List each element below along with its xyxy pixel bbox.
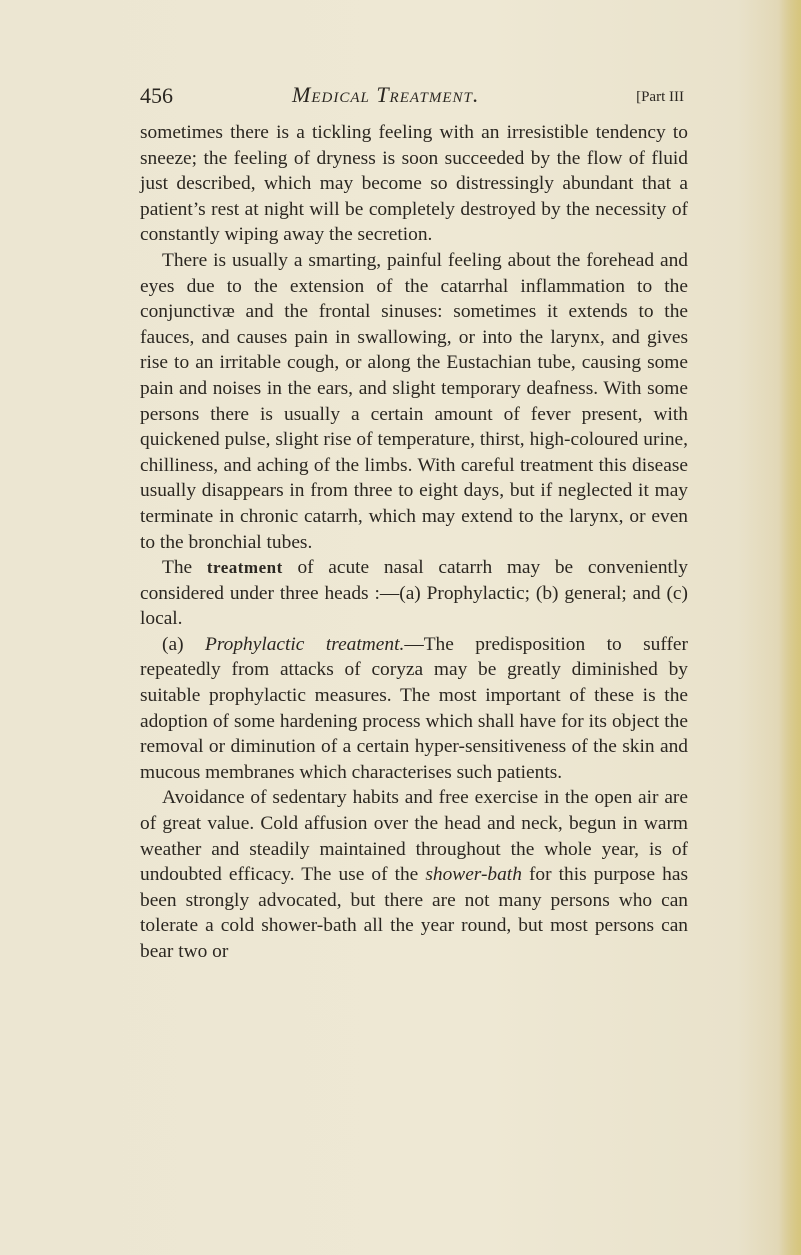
avoidance-after: for this purpose has been strongly advocated, but there are not many persons who can tolerate a cold shower-bath all the year round, but most persons can bear two or bbox=[140, 864, 688, 962]
page-number: 456 bbox=[140, 83, 173, 108]
paragraph-prophylactic bbox=[140, 632, 688, 786]
paragraph-symptoms: There is usually a smarting, painful feeling about the forehead and eyes due to the extension of the catarrhal inflammation to the conjunctivæ and the frontal sinuses: sometimes it extends to the fauces, and causes pain in swallowing, or into the larynx, and gives rise to an irritable cough, or along the Eustachian tube, causing some pain and noises in the ears, and slight temporary deafness. With some persons there is usually a certain amount of fever present, with quickened pulse, slight rise of temperature, thirst, high-coloured urine, chilliness, and aching of the limbs. With careful treatment this disease usually disappears in from three to eight days, but if neglected it may terminate in chronic catarrh, which may extend to the larynx, or even to the bronchial tubes. bbox=[140, 249, 688, 553]
paragraph-treatment-intro bbox=[140, 555, 688, 632]
shower-bath-term: shower-bath bbox=[425, 864, 522, 886]
prophylactic-label: (a) bbox=[162, 633, 184, 655]
treatment-intro-after: of acute nasal catarrh may be conveniently considered under three heads :—(a) Prophylactic; (b) general; and (c) local. bbox=[140, 557, 688, 630]
page-header bbox=[140, 83, 688, 117]
part-label: [Part III bbox=[636, 89, 684, 105]
prophylactic-body: —The predisposition to suffer repeatedly from attacks of coryza may be greatly diminished by suitable prophylactic measures. The most important of these is the adoption of some hardening process which shall have for its object the removal or diminution of a certain hyper-sensitiveness of the skin and mucous membranes which characterises such patients. bbox=[140, 633, 688, 783]
page-edge-shadow bbox=[779, 0, 801, 1255]
body-text bbox=[140, 120, 688, 965]
paragraph-avoidance bbox=[140, 785, 688, 964]
treatment-intro-before: The bbox=[162, 557, 193, 579]
treatment-heading: treatment bbox=[206, 558, 283, 578]
prophylactic-heading: Prophylactic treatment. bbox=[204, 633, 405, 655]
paragraph-continuation: sometimes there is a tickling feeling with an irresistible tendency to sneeze; the feeling of dryness is soon succeeded by the flow of fluid just described, which may become so distressingly abundant that a patient’s rest at night will be completely destroyed by the necessity of constantly wiping away the secretion. bbox=[140, 122, 688, 246]
running-title: Medical Treatment. bbox=[292, 82, 480, 107]
avoidance-before: Avoidance of sedentary habits and free exercise in the open air are of great value. Cold affusion over the head and neck, begun in warm weather and steadily maintained throughout the whole year, is of undoubted efficacy. The use of the bbox=[140, 787, 688, 886]
